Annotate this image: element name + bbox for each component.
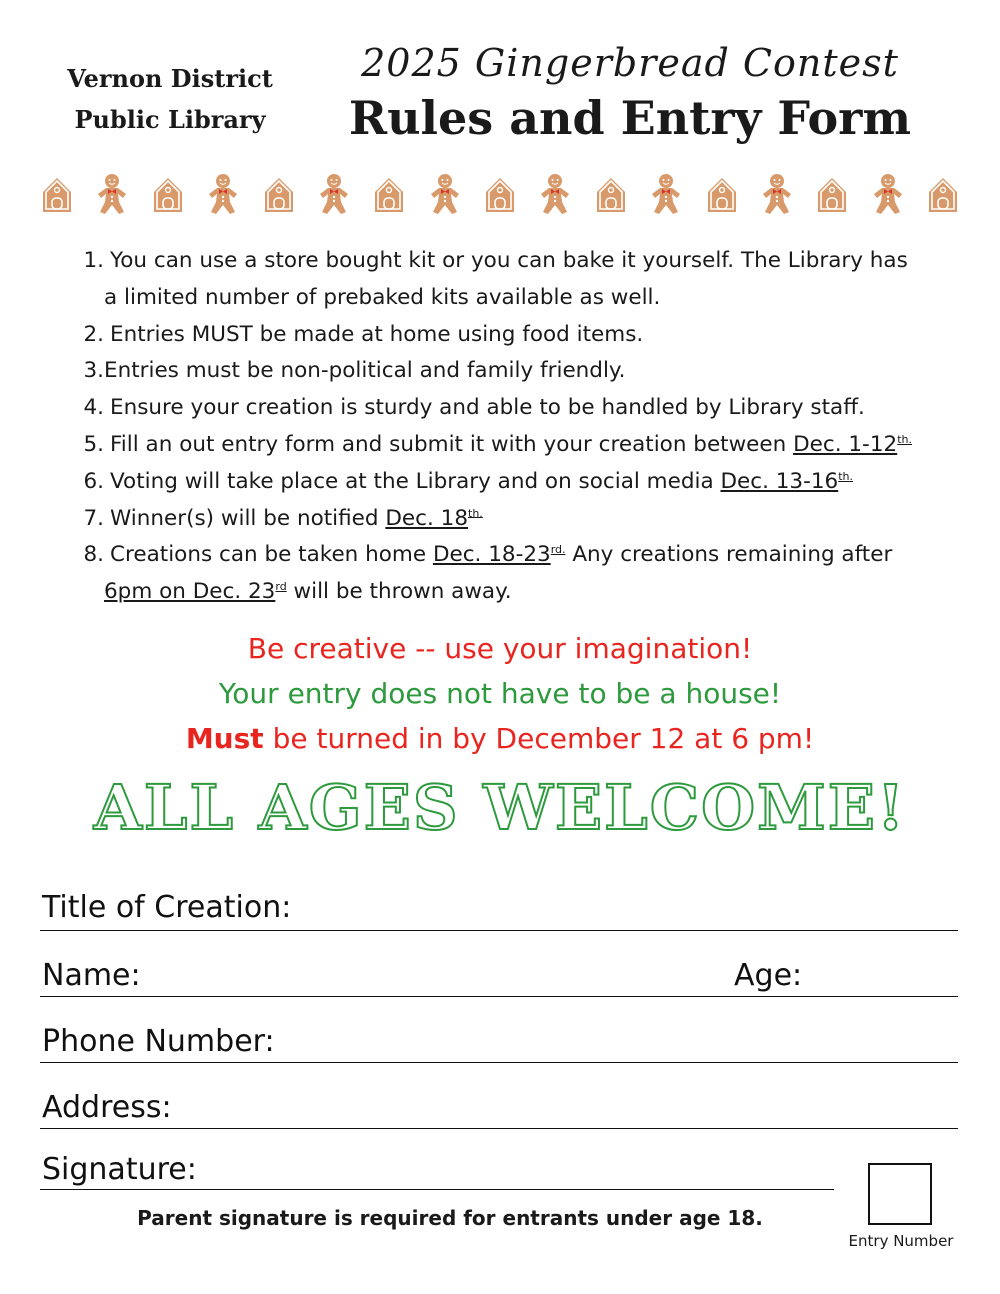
rule-number: 8. <box>83 542 104 568</box>
rule-text <box>104 537 892 611</box>
signature-label: Signature: <box>42 1152 197 1187</box>
gingerbread-man-icon <box>538 172 572 216</box>
rules-list <box>70 243 950 611</box>
callout-deadline-rest: be turned in by December 12 at 6 pm! <box>263 722 815 755</box>
rule-number: 5. <box>83 431 104 457</box>
entry-number-box[interactable] <box>868 1163 932 1225</box>
gingerbread-house-icon <box>815 172 849 216</box>
rule-7-suffix: th. <box>468 506 483 520</box>
rule-6-date: Dec. 13-16 <box>720 468 839 494</box>
all-ages-banner: ALL AGES WELCOME! <box>93 771 907 844</box>
gingerbread-man-icon <box>206 172 240 216</box>
rule-item <box>70 537 950 611</box>
gingerbread-house-icon <box>262 172 296 216</box>
library-name-line1: Vernon District <box>67 64 273 93</box>
rule-5-date: Dec. 1-12 <box>793 431 898 457</box>
rule-number: 1. <box>83 248 104 273</box>
callout-not-house: Your entry does not have to be a house! <box>218 677 782 710</box>
gingerbread-house-icon <box>483 172 517 216</box>
gingerbread-house-icon <box>372 172 406 216</box>
callout-creative: Be creative -- use your imagination! <box>247 632 753 665</box>
rule-1-line2: a limited number of prebaked kits available as well. <box>104 284 661 310</box>
rule-8-suffix: rd. <box>550 543 566 557</box>
rule-item <box>70 464 950 501</box>
rule-5-text: Fill an out entry form and submit it with your creation between <box>110 431 794 457</box>
signature-field[interactable] <box>40 1189 834 1190</box>
name-age-field[interactable] <box>40 996 958 997</box>
callouts <box>0 626 1000 761</box>
rule-item <box>70 501 950 538</box>
age-label: Age: <box>734 958 803 993</box>
rule-8-date: Dec. 18-23 <box>432 542 551 568</box>
library-name-line2: Public Library <box>74 105 266 134</box>
gingerbread-man-icon <box>871 172 905 216</box>
rule-number: 4. <box>83 395 104 421</box>
rule-1-line1: You can use a store bought kit or you can bake it yourself. The Library has <box>110 248 908 273</box>
title-of-creation-label: Title of Creation: <box>42 890 292 925</box>
gingerbread-man-icon <box>760 172 794 216</box>
gingerbread-man-icon <box>649 172 683 216</box>
rule-text <box>104 243 908 317</box>
rule-8-suffix2: rd <box>275 580 287 594</box>
gingerbread-house-icon <box>40 172 74 216</box>
rule-text: Entries MUST be made at home using food items. <box>110 321 644 347</box>
rule-5-suffix: th. <box>897 432 912 446</box>
parent-signature-note: Parent signature is required for entrants under age 18. <box>137 1206 763 1230</box>
gingerbread-decoration-row <box>40 170 960 218</box>
rule-number: 2. <box>83 321 104 347</box>
gingerbread-house-icon <box>705 172 739 216</box>
rule-7-date: Dec. 18 <box>385 505 469 531</box>
address-label: Address: <box>42 1090 172 1125</box>
library-name <box>50 58 290 140</box>
rule-item <box>70 353 950 390</box>
gingerbread-house-icon <box>926 172 960 216</box>
phone-number-field[interactable] <box>40 1062 958 1063</box>
rule-6-text: Voting will take place at the Library and on social media <box>110 468 721 494</box>
name-label: Name: <box>42 958 141 993</box>
rule-7-text: Winner(s) will be notified <box>110 505 386 531</box>
rule-item <box>70 427 950 464</box>
form-title: Rules and Entry Form <box>348 91 912 145</box>
rule-number: 6. <box>83 468 104 494</box>
rule-number: 3. <box>83 358 104 384</box>
rule-8-text2: Any creations remaining after <box>565 542 893 568</box>
rule-8-text3: will be thrown away. <box>286 579 512 605</box>
callout-deadline-bold: Must <box>185 722 264 755</box>
rule-number: 7. <box>83 505 104 531</box>
gingerbread-man-icon <box>428 172 462 216</box>
rule-8-text: Creations can be taken home <box>110 542 433 568</box>
rule-8-date2: 6pm on Dec. 23 <box>104 579 276 605</box>
title-of-creation-field[interactable] <box>40 930 958 931</box>
gingerbread-man-icon <box>317 172 351 216</box>
contest-title: 2025 Gingerbread Contest <box>361 41 899 85</box>
entry-number-label: Entry Number <box>848 1232 954 1250</box>
rule-item <box>70 390 950 427</box>
rule-text <box>104 464 853 501</box>
address-field[interactable] <box>40 1128 958 1129</box>
gingerbread-house-icon <box>594 172 628 216</box>
phone-number-label: Phone Number: <box>42 1024 275 1059</box>
callout-deadline <box>0 716 1000 761</box>
rule-text: Entries must be non-political and family friendly. <box>104 358 626 384</box>
rule-item <box>70 243 950 317</box>
rule-text <box>104 427 912 464</box>
gingerbread-house-icon <box>151 172 185 216</box>
rule-text: Ensure your creation is sturdy and able to be handled by Library staff. <box>110 395 865 421</box>
rule-6-suffix: th. <box>838 469 854 483</box>
gingerbread-man-icon <box>95 172 129 216</box>
rule-item <box>70 317 950 354</box>
rule-text <box>104 501 483 538</box>
